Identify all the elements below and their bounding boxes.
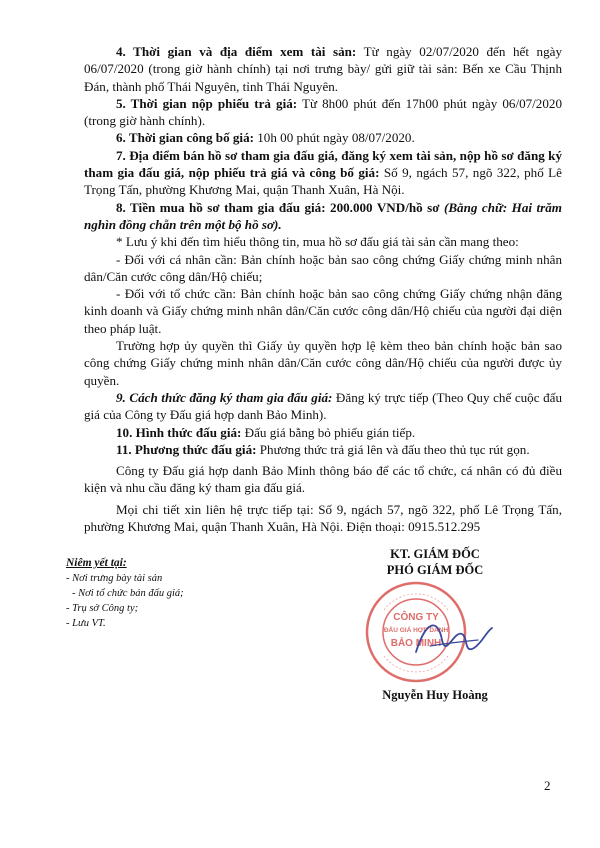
- section-4-label: 4. Thời gian và địa điểm xem tài sản:: [116, 44, 357, 59]
- section-11: [84, 441, 562, 458]
- section-11-text: Phương thức trả giá lên và đấu theo thủ tục rút gọn.: [256, 441, 530, 457]
- section-10: [84, 424, 562, 441]
- section-11-label: 11. Phương thức đấu giá:: [116, 441, 257, 457]
- section-6-text: 10h 00 phút ngày 08/07/2020.: [253, 130, 415, 146]
- signature-title-2: PHÓ GIÁM ĐỐC: [386, 563, 484, 577]
- notice-item: - Lưu VT.: [66, 618, 106, 629]
- notice-title: Niêm yết tại:: [66, 557, 127, 569]
- section-5-label: 5. Thời gian nộp phiếu trả giá:: [116, 95, 298, 111]
- section-9: [84, 389, 562, 424]
- section-7: [84, 147, 562, 199]
- signature-title-1: KT. GIÁM ĐỐC: [390, 547, 480, 561]
- section-6-label: 6. Thời gian công bố giá:: [116, 130, 254, 146]
- section-10-text: Đấu giá bằng bỏ phiếu gián tiếp.: [241, 424, 416, 440]
- section-4: [84, 43, 562, 95]
- announcement: Công ty Đấu giá hợp danh Bảo Minh thông báo để các tổ chức, cá nhân có đủ điều kiện và nhu cầu đăng ký tham gia đấu giá.: [84, 463, 562, 496]
- notice-item: - Nơi trưng bày tài sản: [66, 573, 163, 584]
- section-8: [84, 199, 562, 234]
- svg-text:ĐẤU GIÁ HỢP DANH: ĐẤU GIÁ HỢP DANH: [383, 627, 449, 634]
- section-7-label: 7. Địa điểm bán hồ sơ tham gia đấu giá, đăng ký xem tài sản, nộp hồ sơ đăng ký tham gia đấu giá, nộp phiếu trả giá và công bố giá:: [84, 147, 562, 181]
- section-9-label: 9. Cách thức đăng ký tham gia đấu giá:: [116, 389, 333, 405]
- signer-name: Nguyễn Huy Hoàng: [382, 688, 488, 702]
- svg-text:BẢO MINH: BẢO MINH: [390, 638, 442, 649]
- section-6: [84, 129, 562, 146]
- section-7-text: Số 9, ngách 57, ngõ 322, phố Lê Trọng Tấn, phường Khương Mai, quận Thanh Xuân, Hà Nội.: [84, 165, 562, 198]
- document-body: [84, 43, 562, 535]
- handwritten-signature-icon: [408, 610, 498, 670]
- section-5-text: Từ 8h00 phút đến 17h00 phút ngày 06/07/2020 (trong giờ hành chính).: [84, 95, 562, 129]
- note-individual: - Đối với cá nhân cần: Bản chính hoặc bản sao công chứng Giấy chứng minh nhân dân/Căn cước công dân/Hộ chiếu;: [84, 251, 562, 284]
- signature-header: [360, 546, 510, 578]
- notice-item: - Trụ sở Công ty;: [66, 603, 139, 614]
- section-10-label: 10. Hình thức đấu giá:: [116, 424, 242, 440]
- section-5: [84, 95, 562, 130]
- notice-item: - Nơi tổ chức bán đấu giá;: [72, 588, 184, 599]
- contact-info: Mọi chi tiết xin liên hệ trực tiếp tại: Số 9, ngách 57, ngõ 322, phố Lê Trọng Tấn, phường Khương Mai, quận Thanh Xuân, Hà Nội. Điện thoại: 0915.512.295: [84, 501, 562, 535]
- note-intro: * Lưu ý khi đến tìm hiểu thông tin, mua hồ sơ đấu giá tài sản cần mang theo:: [116, 234, 519, 250]
- section-9-text: Đăng ký trực tiếp (Theo Quy chế cuộc đấu giá của Công ty Đấu giá hợp danh Bảo Minh).: [84, 389, 562, 423]
- section-8-italic: (Bằng chữ: Hai trăm nghìn đồng chẵn trên một bộ hồ sơ).: [84, 199, 562, 232]
- note-proxy: Trường hợp ủy quyền thì Giấy ủy quyền hợp lệ kèm theo bản chính hoặc bản sao công chứng Giấy chứng minh nhân dân/Căn cước công dân/Hộ chiếu của người được ủy quyền.: [84, 338, 562, 388]
- notice-block: [66, 556, 296, 631]
- page-number: 2: [544, 778, 551, 793]
- section-8-label: 8. Tiền mua hồ sơ tham gia đấu giá: 200.000 VND/hồ sơ: [116, 199, 440, 215]
- note-organization: - Đối với tổ chức cần: Bản chính hoặc bản sao công chứng Giấy chứng nhận đăng kinh doanh và Giấy chứng minh nhân dân/Căn cước công dân/Hộ chiếu của người đại diện theo pháp luật.: [84, 286, 562, 336]
- section-4-text: Từ ngày 02/07/2020 đến hết ngày 06/07/2020 (trong giờ hành chính) tại nơi trưng bày/ gửi giữ tài sản: Bến xe Cầu Thịnh Đán, thành phố Thái Nguyên, tỉnh Thái Nguyên.: [84, 44, 562, 94]
- svg-text:CÔNG TY: CÔNG TY: [393, 612, 439, 623]
